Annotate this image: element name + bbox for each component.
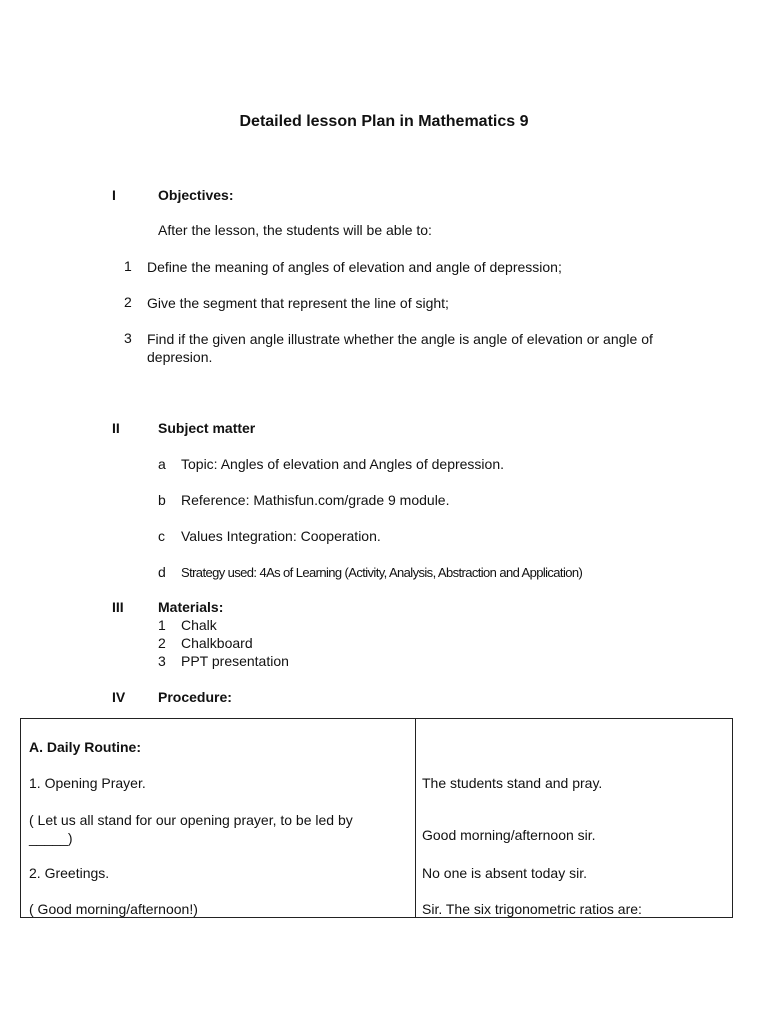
subject-item-strategy: Strategy used: 4As of Learning (Activity, Analysis, Abstraction and Application) (181, 565, 583, 580)
student-activity: Good morning/afternoon sir. (422, 827, 596, 843)
student-activity: Sir. The six trigonometric ratios are: (422, 901, 642, 917)
subject-item-topic: Topic: Angles of elevation and Angles of depression. (181, 456, 504, 472)
subject-item-reference: Reference: Mathisfun.com/grade 9 module. (181, 492, 450, 508)
subject-item-values: Values Integration: Cooperation. (181, 528, 381, 544)
section-numeral-procedure: IV (112, 689, 126, 705)
section-numeral-materials: III (112, 599, 124, 615)
section-heading-subject-matter: Subject matter (158, 420, 256, 436)
objective-number: 2 (124, 294, 132, 310)
objective-number: 3 (124, 330, 132, 346)
section-numeral-objectives: I (112, 187, 116, 203)
objective-number: 1 (124, 258, 132, 274)
procedure-table (20, 718, 733, 918)
material-number: 3 (158, 653, 166, 669)
subject-item-letter: b (158, 492, 166, 508)
teacher-activity: ( Let us all stand for our opening prayer, to be led by _____) (29, 812, 353, 846)
table-column-divider (415, 719, 416, 917)
subject-item-letter: d (158, 564, 166, 580)
objective-item: Define the meaning of angles of elevation and angle of depression; (147, 259, 562, 275)
teacher-activity: 2. Greetings. (29, 865, 110, 881)
material-item: PPT presentation (181, 653, 289, 669)
material-item: Chalkboard (181, 635, 253, 651)
student-activity: No one is absent today sir. (422, 865, 587, 881)
procedure-subheading: A. Daily Routine: (29, 739, 142, 755)
objectives-intro: After the lesson, the students will be able to: (158, 222, 432, 238)
teacher-activity: ( Good morning/afternoon!) (29, 901, 198, 917)
section-heading-procedure: Procedure: (158, 689, 232, 705)
material-number: 1 (158, 617, 166, 633)
section-heading-materials: Materials: (158, 599, 224, 615)
section-numeral-subject-matter: II (112, 420, 120, 436)
teacher-activity: 1. Opening Prayer. (29, 775, 146, 791)
material-item: Chalk (181, 617, 217, 633)
section-heading-objectives: Objectives: (158, 187, 234, 203)
material-number: 2 (158, 635, 166, 651)
objective-item: Give the segment that represent the line of sight; (147, 295, 449, 311)
student-activity: The students stand and pray. (422, 775, 603, 791)
subject-item-letter: a (158, 456, 166, 472)
subject-item-letter: c (158, 528, 165, 544)
objective-item: Find if the given angle illustrate whether the angle is angle of elevation or angle of depresion. (147, 331, 653, 365)
document-title: Detailed lesson Plan in Mathematics 9 (239, 113, 529, 130)
